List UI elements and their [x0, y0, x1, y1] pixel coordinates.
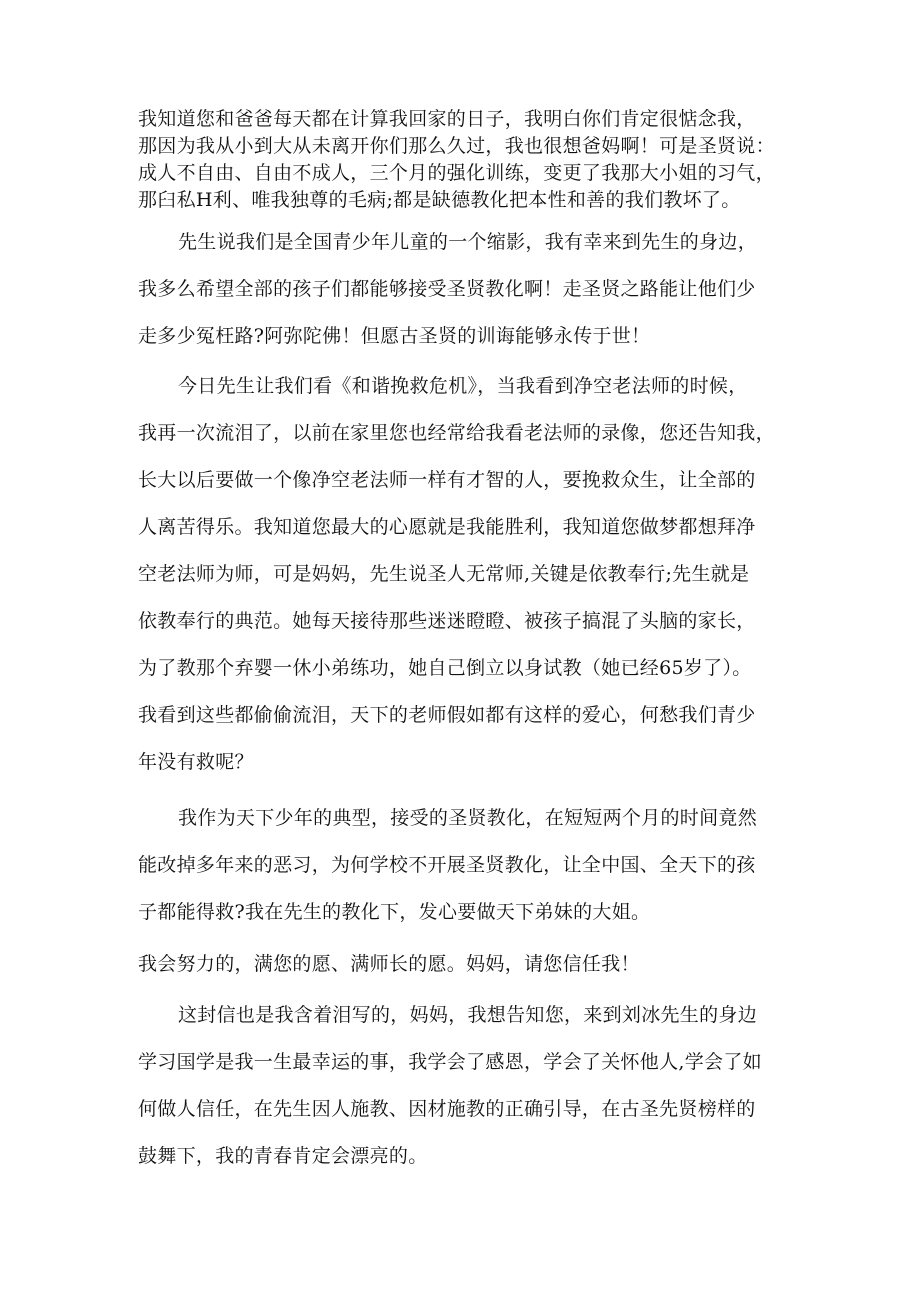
text-line: 我知道您和爸爸每天都在计算我回家的日子，我明白你们肯定很惦念我，	[138, 108, 756, 130]
text-line: 我会努力的，满您的愿、满师长的愿。妈妈，请您信任我！	[138, 953, 640, 975]
text-line: 那臼私H利、唯我独尊的毛病;都是缺德教化把本性和善的我们教坏了。	[138, 189, 741, 211]
text-line: 依教奉行的典范。她每天接待那些迷迷瞪瞪、被孩子搞混了头脑的家长，	[138, 610, 756, 632]
text-line: 今日先生让我们看《和谐挽救危机》，当我看到净空老法师的时候，	[178, 375, 748, 397]
text-line: 走多少冤枉路?阿弥陀佛！但愿古圣贤的训诲能够永传于世！	[138, 325, 651, 347]
text-line: 我多么希望全部的孩子们都能够接受圣贤教化啊！走圣贤之路能让他们少	[138, 278, 756, 300]
text-line: 成人不自由、自由不成人，三个月的强化训练，变更了我那大小姐的习气，	[138, 162, 775, 184]
text-line: 这封信也是我含着泪写的，妈妈，我想告知您，来到刘冰先生的身边	[178, 1004, 758, 1026]
text-line: 鼓舞下，我的青春肯定会漂亮的。	[138, 1145, 428, 1167]
text-line: 年没有救呢？	[138, 751, 254, 773]
text-line: 先生说我们是全国青少年儿童的一个缩影，我有幸来到先生的身边，	[178, 231, 758, 253]
text-line: 人离苦得乐。我知道您最大的心愿就是我能胜利，我知道您做梦都想拜净	[138, 516, 756, 538]
text-line: 长大以后要做一个像净空老法师一样有才智的人，要挽救众生，让全部的	[138, 469, 756, 491]
text-line: 能改掉多年来的恶习，为何学校不开展圣贤教化，让全中国、全天下的孩	[138, 854, 756, 876]
text-line: 那因为我从小到大从未离开你们那么久过，我也很想爸妈啊！可是圣贤说：	[138, 135, 775, 157]
text-line: 学习国学是我一生最幸运的事，我学会了感恩，学会了关怀他人,学会了如	[138, 1051, 762, 1073]
text-line: 子都能得救?我在先生的教化下，发心要做天下弟妹的大姐。	[138, 901, 651, 923]
text-line: 为了教那个弃婴一休小弟练功，她自己倒立以身试教（她已经65岁了）。	[138, 657, 752, 679]
text-line: 我作为天下少年的典型，接受的圣贤教化，在短短两个月的时间竟然	[178, 807, 758, 829]
text-line: 何做人信任，在先生因人施教、因材施教的正确引导，在古圣先贤榜样的	[138, 1098, 756, 1120]
text-line: 我看到这些都偷偷流泪，天下的老师假如都有这样的爱心，何愁我们青少	[138, 704, 756, 726]
text-line: 我再一次流泪了，以前在家里您也经常给我看老法师的录像，您还告知我，	[138, 422, 775, 444]
text-line: 空老法师为师，可是妈妈，先生说圣人无常师,关键是依教奉行;先生就是	[138, 563, 750, 585]
